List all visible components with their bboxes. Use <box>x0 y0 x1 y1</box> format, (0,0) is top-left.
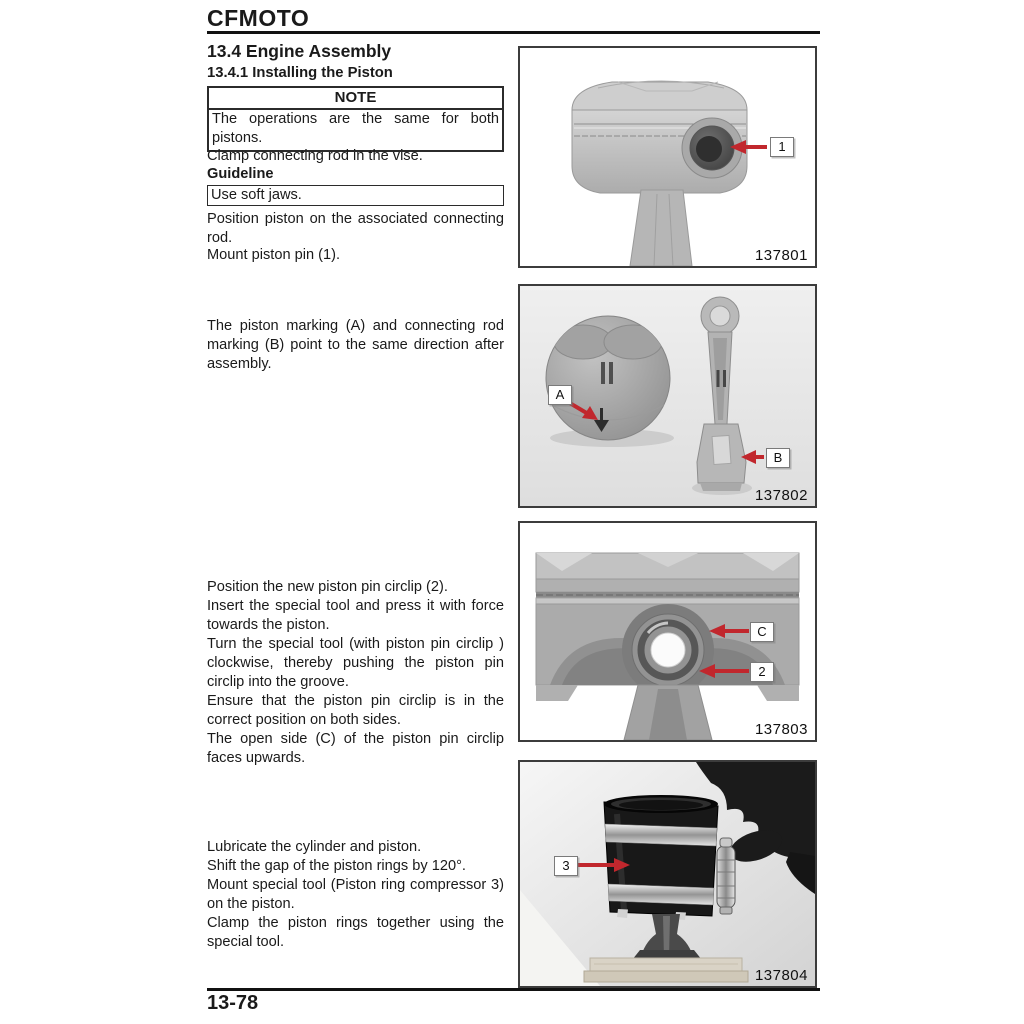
figure-panel-circlip <box>518 521 817 742</box>
figure-number: 137801 <box>754 247 808 264</box>
subsection-title: 13.4.1 Installing the Piston <box>207 65 393 81</box>
figure-number: 137804 <box>754 967 808 984</box>
step-mount-pin: Mount piston pin (1). <box>207 247 341 263</box>
page-number: 13-78 <box>207 992 259 1014</box>
circlip-step: The open side (C) of the piston pin circlip faces upwards. <box>207 731 504 766</box>
step-clamp-rod: Clamp connecting rod in the vise. <box>207 148 423 164</box>
compressor-step: Lubricate the cylinder and piston. <box>207 839 422 855</box>
para-marking-direction: The piston marking (A) and connecting rod marking (B) point to the same direction after assembly. <box>207 318 504 372</box>
callout-label-3: 3 <box>554 856 578 876</box>
step-position-piston: Position piston on the associated connecting rod. <box>207 211 504 246</box>
compressor-step: Mount special tool (Piston ring compressor 3) on the piston. <box>207 877 504 912</box>
figure-panel-markings <box>518 284 817 508</box>
callout-label-1: 1 <box>770 137 794 157</box>
note-box <box>207 86 504 152</box>
figure-panel-ring-compressor <box>518 760 817 988</box>
circlip-step: Position the new piston pin circlip (2). <box>207 579 448 595</box>
section-title: 13.4 Engine Assembly <box>207 41 392 61</box>
compressor-step: Shift the gap of the piston rings by 120°. <box>207 858 466 874</box>
brand-logo: CFMOTO <box>207 5 310 31</box>
figure-panel-piston-pin <box>518 46 817 268</box>
piston-pin-illustration <box>520 48 815 266</box>
figure-number: 137803 <box>754 721 808 738</box>
header-rule <box>207 31 820 34</box>
note-body: The operations are the same for both pistons. <box>212 111 499 146</box>
circlip-step: Insert the special tool and press it with force towards the piston. <box>207 598 504 633</box>
callout-label-2: 2 <box>750 662 774 682</box>
figure-number: 137802 <box>754 487 808 504</box>
compressor-step: Clamp the piston rings together using the special tool. <box>207 915 504 950</box>
guideline-heading: Guideline <box>207 166 274 182</box>
footer-rule <box>207 988 820 991</box>
guideline-box: Use soft jaws. <box>207 185 504 206</box>
para-circlip-steps <box>207 578 504 768</box>
circlip-step: Ensure that the piston pin circlip is in the correct position on both sides. <box>207 693 504 728</box>
callout-label-A: A <box>548 385 572 405</box>
callout-label-B: B <box>766 448 790 468</box>
note-title: NOTE <box>209 88 502 110</box>
para-compressor-steps <box>207 838 504 952</box>
circlip-step: Turn the special tool (with piston pin circlip ) clockwise, thereby pushing the piston pin circlip into the groove. <box>207 636 504 690</box>
callout-label-C: C <box>750 622 774 642</box>
